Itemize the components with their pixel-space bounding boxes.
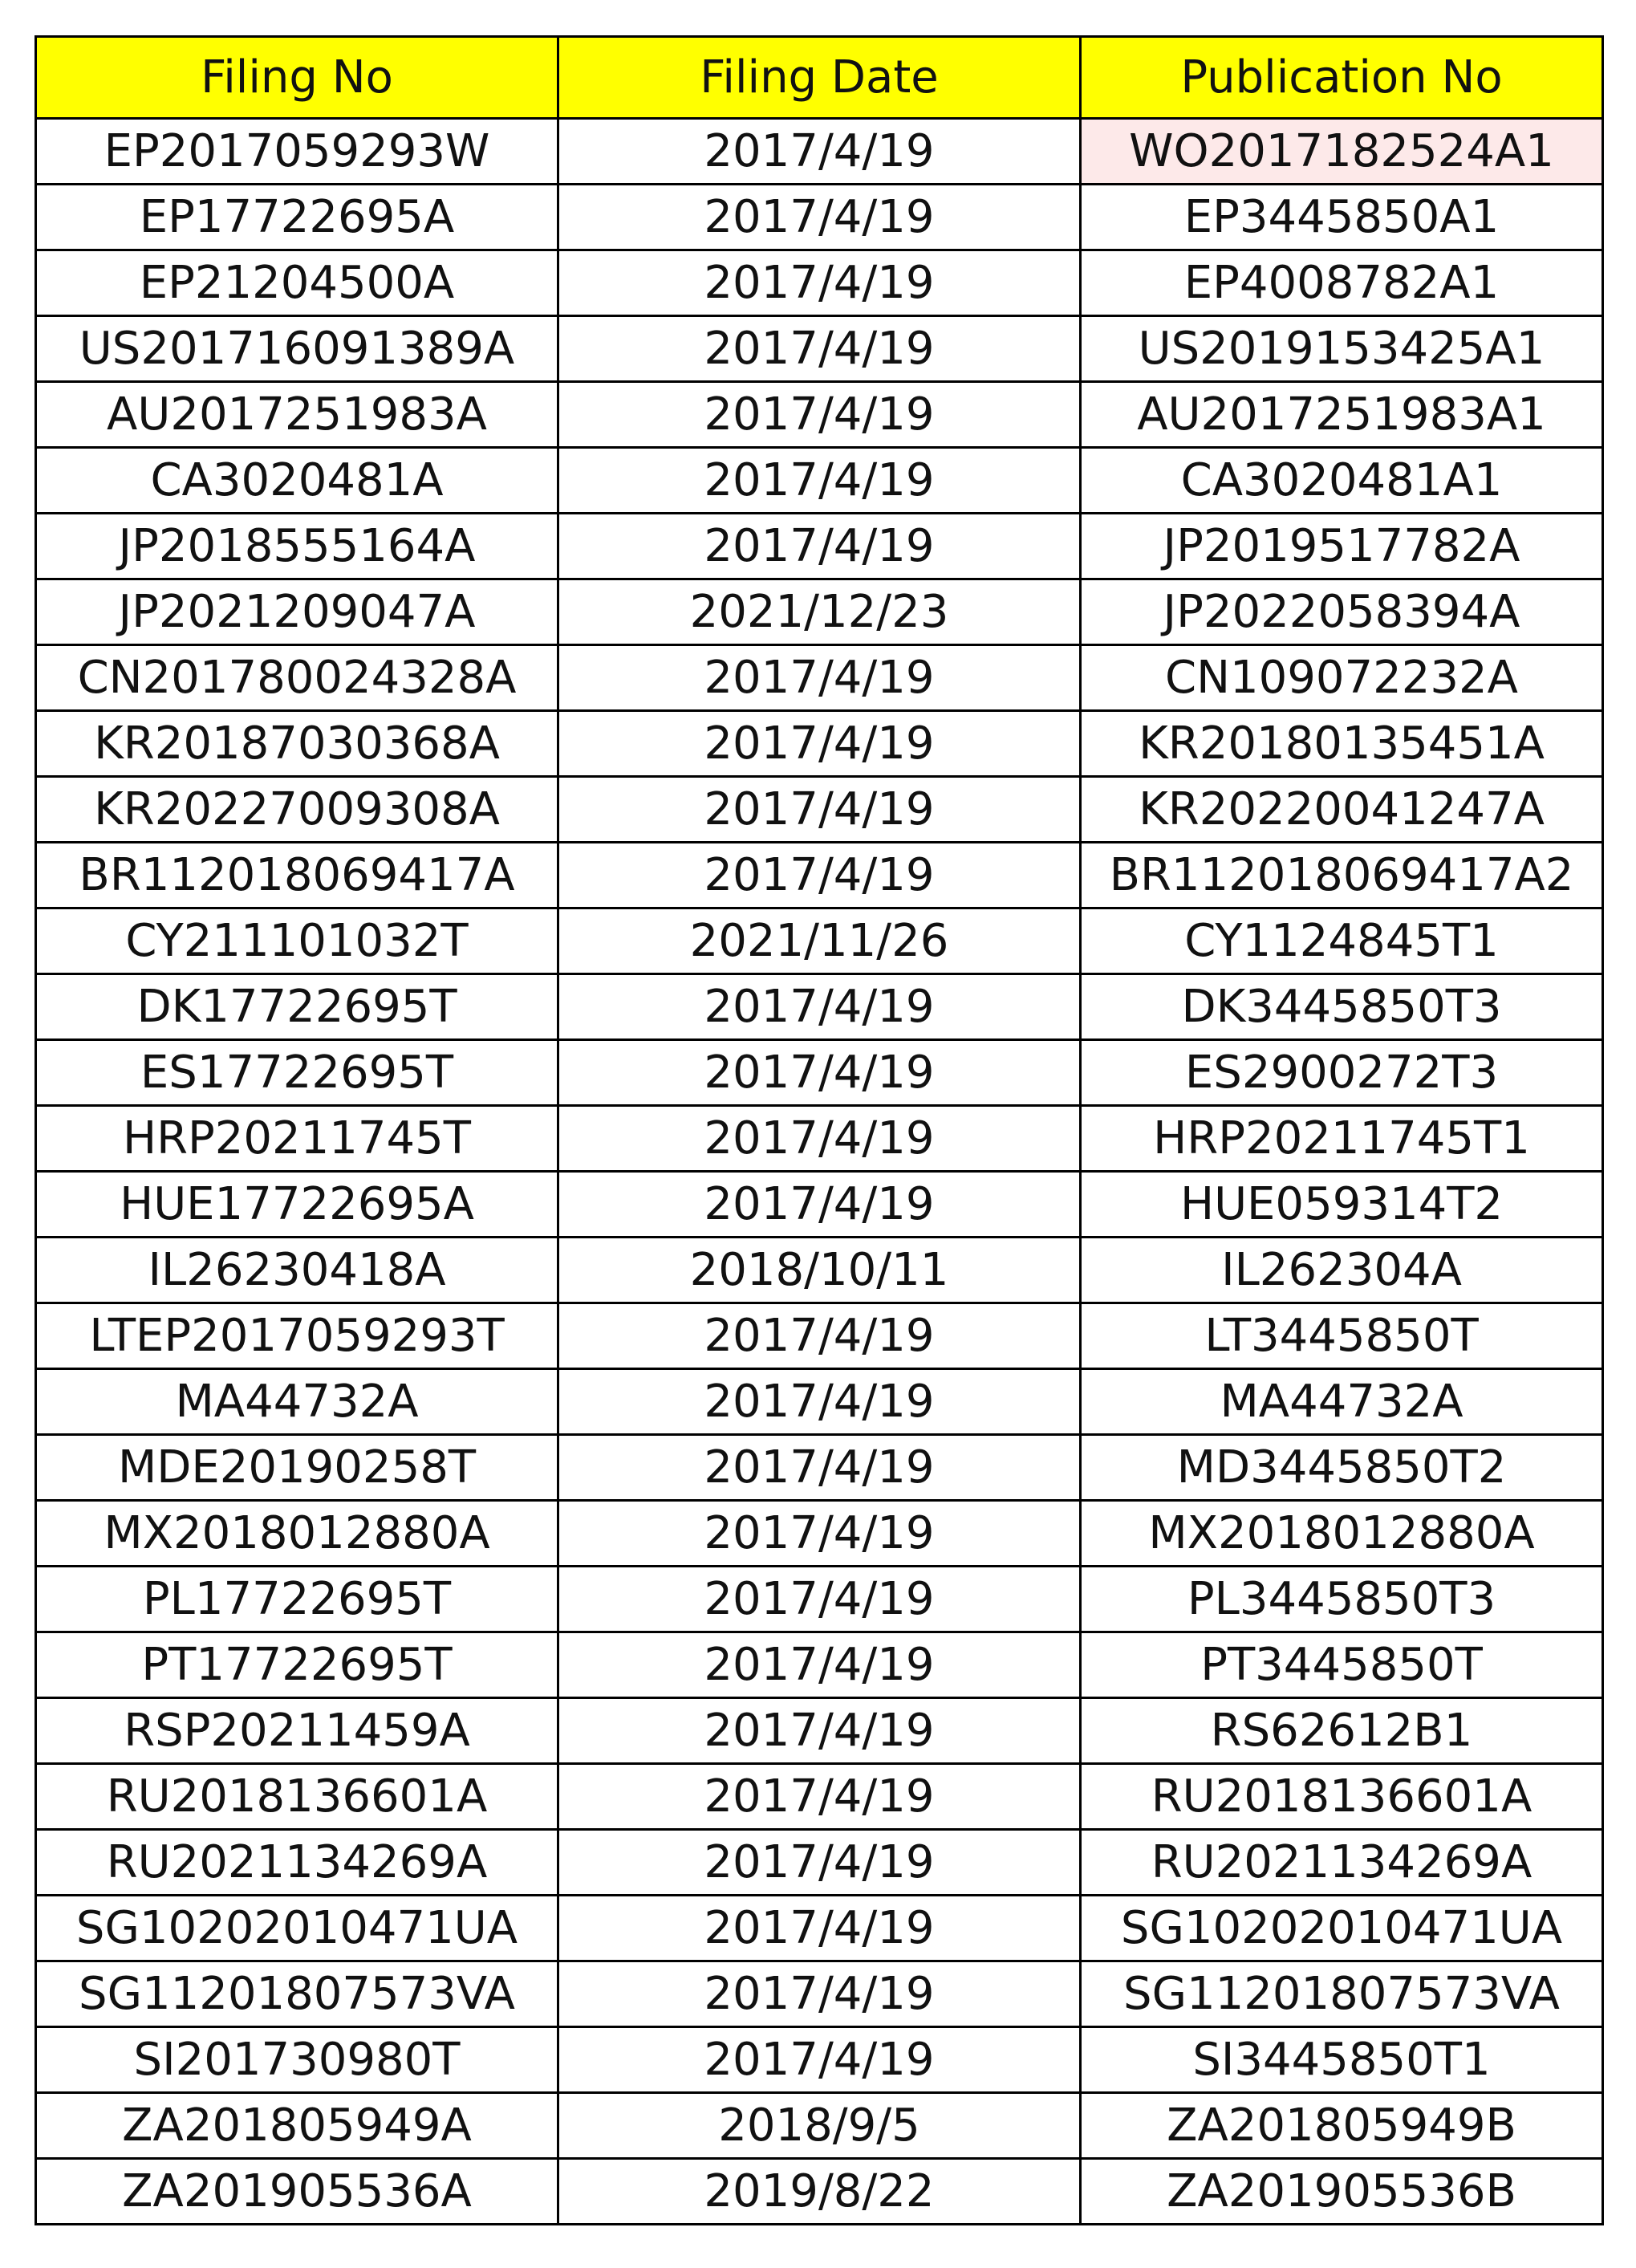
publication-no-cell: RU2018136601A bbox=[1081, 1764, 1603, 1830]
filing-date-cell: 2017/4/19 bbox=[558, 711, 1081, 777]
table-row bbox=[36, 1040, 1603, 1106]
header-publication-no: Publication No bbox=[1081, 37, 1603, 119]
filing-date-cell: 2017/4/19 bbox=[558, 382, 1081, 448]
publication-no-cell: EP4008782A1 bbox=[1081, 250, 1603, 316]
filing-no-cell: LTEP2017059293T bbox=[36, 1303, 558, 1369]
table-row bbox=[36, 908, 1603, 974]
filing-date-cell: 2017/4/19 bbox=[558, 974, 1081, 1040]
publication-no-cell: MA44732A bbox=[1081, 1369, 1603, 1435]
filing-no-cell: EP2017059293W bbox=[36, 119, 558, 185]
publication-no-cell: SG10202010471UA bbox=[1081, 1896, 1603, 1961]
publication-no-cell: HUE059314T2 bbox=[1081, 1172, 1603, 1238]
filing-date-cell: 2017/4/19 bbox=[558, 316, 1081, 382]
table-row bbox=[36, 1698, 1603, 1764]
filing-date-cell: 2017/4/19 bbox=[558, 1698, 1081, 1764]
publication-no-cell: CN109072232A bbox=[1081, 645, 1603, 711]
publication-no-cell: BR112018069417A2 bbox=[1081, 843, 1603, 908]
table-row bbox=[36, 974, 1603, 1040]
table-body bbox=[36, 119, 1603, 2225]
publication-no-cell: ZA201805949B bbox=[1081, 2093, 1603, 2159]
header-row bbox=[36, 37, 1603, 119]
publication-no-cell: CY1124845T1 bbox=[1081, 908, 1603, 974]
filing-date-cell: 2017/4/19 bbox=[558, 1764, 1081, 1830]
table-row bbox=[36, 1567, 1603, 1632]
publication-no-cell: EP3445850A1 bbox=[1081, 185, 1603, 250]
table-row bbox=[36, 2093, 1603, 2159]
publication-no-cell: JP2022058394A bbox=[1081, 579, 1603, 645]
table-row bbox=[36, 1632, 1603, 1698]
publication-no-cell: KR20180135451A bbox=[1081, 711, 1603, 777]
filing-no-cell: KR20187030368A bbox=[36, 711, 558, 777]
filing-no-cell: PT17722695T bbox=[36, 1632, 558, 1698]
filing-date-cell: 2017/4/19 bbox=[558, 1040, 1081, 1106]
patent-family-sheet bbox=[35, 35, 1601, 2225]
filing-date-cell: 2017/4/19 bbox=[558, 1106, 1081, 1172]
filing-date-cell: 2017/4/19 bbox=[558, 1830, 1081, 1896]
publication-no-cell: DK3445850T3 bbox=[1081, 974, 1603, 1040]
filing-date-cell: 2017/4/19 bbox=[558, 777, 1081, 843]
publication-no-cell: MD3445850T2 bbox=[1081, 1435, 1603, 1501]
publication-no-cell: SG11201807573VA bbox=[1081, 1961, 1603, 2027]
filing-no-cell: IL26230418A bbox=[36, 1238, 558, 1303]
filing-no-cell: SG11201807573VA bbox=[36, 1961, 558, 2027]
publication-no-cell: ZA201905536B bbox=[1081, 2159, 1603, 2225]
filing-date-cell: 2021/12/23 bbox=[558, 579, 1081, 645]
filing-no-cell: JP2018555164A bbox=[36, 514, 558, 579]
publication-no-cell: SI3445850T1 bbox=[1081, 2027, 1603, 2093]
filing-date-cell: 2017/4/19 bbox=[558, 1632, 1081, 1698]
table-row bbox=[36, 1369, 1603, 1435]
publication-no-cell: US2019153425A1 bbox=[1081, 316, 1603, 382]
table-row bbox=[36, 2027, 1603, 2093]
filing-date-cell: 2017/4/19 bbox=[558, 1369, 1081, 1435]
table-row bbox=[36, 250, 1603, 316]
filing-date-cell: 2017/4/19 bbox=[558, 1896, 1081, 1961]
filing-no-cell: HUE17722695A bbox=[36, 1172, 558, 1238]
filing-date-cell: 2017/4/19 bbox=[558, 1501, 1081, 1567]
filing-no-cell: MX2018012880A bbox=[36, 1501, 558, 1567]
filing-no-cell: EP17722695A bbox=[36, 185, 558, 250]
publication-no-cell: IL262304A bbox=[1081, 1238, 1603, 1303]
filing-no-cell: PL17722695T bbox=[36, 1567, 558, 1632]
filing-no-cell: RSP20211459A bbox=[36, 1698, 558, 1764]
filing-date-cell: 2017/4/19 bbox=[558, 1303, 1081, 1369]
publication-no-cell: AU2017251983A1 bbox=[1081, 382, 1603, 448]
table-row bbox=[36, 1106, 1603, 1172]
publication-no-cell: MX2018012880A bbox=[1081, 1501, 1603, 1567]
filing-no-cell: CA3020481A bbox=[36, 448, 558, 514]
filing-date-cell: 2018/10/11 bbox=[558, 1238, 1081, 1303]
publication-no-cell: WO2017182524A1 bbox=[1081, 119, 1603, 185]
table-row bbox=[36, 1830, 1603, 1896]
table-row bbox=[36, 711, 1603, 777]
filing-no-cell: MA44732A bbox=[36, 1369, 558, 1435]
table-row bbox=[36, 185, 1603, 250]
publication-no-cell: JP2019517782A bbox=[1081, 514, 1603, 579]
filing-no-cell: AU2017251983A bbox=[36, 382, 558, 448]
filing-date-cell: 2017/4/19 bbox=[558, 448, 1081, 514]
filing-date-cell: 2017/4/19 bbox=[558, 645, 1081, 711]
filing-date-cell: 2021/11/26 bbox=[558, 908, 1081, 974]
table-row bbox=[36, 1896, 1603, 1961]
table-row bbox=[36, 843, 1603, 908]
table-row bbox=[36, 316, 1603, 382]
publication-no-cell: LT3445850T bbox=[1081, 1303, 1603, 1369]
header-filing-no: Filing No bbox=[36, 37, 558, 119]
filing-no-cell: JP2021209047A bbox=[36, 579, 558, 645]
publication-no-cell: CA3020481A1 bbox=[1081, 448, 1603, 514]
filing-no-cell: ES17722695T bbox=[36, 1040, 558, 1106]
table-row bbox=[36, 1172, 1603, 1238]
filing-no-cell: MDE20190258T bbox=[36, 1435, 558, 1501]
filing-date-cell: 2017/4/19 bbox=[558, 185, 1081, 250]
publication-no-cell: PT3445850T bbox=[1081, 1632, 1603, 1698]
filing-no-cell: CN201780024328A bbox=[36, 645, 558, 711]
table-row bbox=[36, 579, 1603, 645]
table-row bbox=[36, 119, 1603, 185]
filing-date-cell: 2017/4/19 bbox=[558, 1961, 1081, 2027]
filing-no-cell: BR112018069417A bbox=[36, 843, 558, 908]
filing-no-cell: RU2021134269A bbox=[36, 1830, 558, 1896]
filing-no-cell: HRP20211745T bbox=[36, 1106, 558, 1172]
filing-no-cell: SI201730980T bbox=[36, 2027, 558, 2093]
table-row bbox=[36, 1238, 1603, 1303]
table-row bbox=[36, 382, 1603, 448]
filing-date-cell: 2017/4/19 bbox=[558, 1172, 1081, 1238]
filing-date-cell: 2017/4/19 bbox=[558, 843, 1081, 908]
filing-date-cell: 2017/4/19 bbox=[558, 1435, 1081, 1501]
filing-no-cell: KR20227009308A bbox=[36, 777, 558, 843]
table-row bbox=[36, 1303, 1603, 1369]
filing-no-cell: EP21204500A bbox=[36, 250, 558, 316]
patent-family-table bbox=[35, 35, 1604, 2225]
filing-no-cell: US201716091389A bbox=[36, 316, 558, 382]
header-filing-date: Filing Date bbox=[558, 37, 1081, 119]
publication-no-cell: PL3445850T3 bbox=[1081, 1567, 1603, 1632]
table-row bbox=[36, 514, 1603, 579]
filing-no-cell: ZA201905536A bbox=[36, 2159, 558, 2225]
filing-date-cell: 2019/8/22 bbox=[558, 2159, 1081, 2225]
publication-no-cell: HRP20211745T1 bbox=[1081, 1106, 1603, 1172]
publication-no-cell: RS62612B1 bbox=[1081, 1698, 1603, 1764]
table-row bbox=[36, 1961, 1603, 2027]
filing-date-cell: 2017/4/19 bbox=[558, 514, 1081, 579]
filing-no-cell: SG10202010471UA bbox=[36, 1896, 558, 1961]
publication-no-cell: ES2900272T3 bbox=[1081, 1040, 1603, 1106]
filing-date-cell: 2017/4/19 bbox=[558, 2027, 1081, 2093]
table-row bbox=[36, 1435, 1603, 1501]
filing-date-cell: 2017/4/19 bbox=[558, 119, 1081, 185]
filing-no-cell: DK17722695T bbox=[36, 974, 558, 1040]
filing-date-cell: 2017/4/19 bbox=[558, 1567, 1081, 1632]
table-row bbox=[36, 448, 1603, 514]
table-row bbox=[36, 1501, 1603, 1567]
publication-no-cell: KR20220041247A bbox=[1081, 777, 1603, 843]
table-row bbox=[36, 2159, 1603, 2225]
publication-no-cell: RU2021134269A bbox=[1081, 1830, 1603, 1896]
table-row bbox=[36, 1764, 1603, 1830]
table-row bbox=[36, 645, 1603, 711]
filing-no-cell: CY211101032T bbox=[36, 908, 558, 974]
table-row bbox=[36, 777, 1603, 843]
filing-date-cell: 2018/9/5 bbox=[558, 2093, 1081, 2159]
filing-date-cell: 2017/4/19 bbox=[558, 250, 1081, 316]
filing-no-cell: ZA201805949A bbox=[36, 2093, 558, 2159]
filing-no-cell: RU2018136601A bbox=[36, 1764, 558, 1830]
